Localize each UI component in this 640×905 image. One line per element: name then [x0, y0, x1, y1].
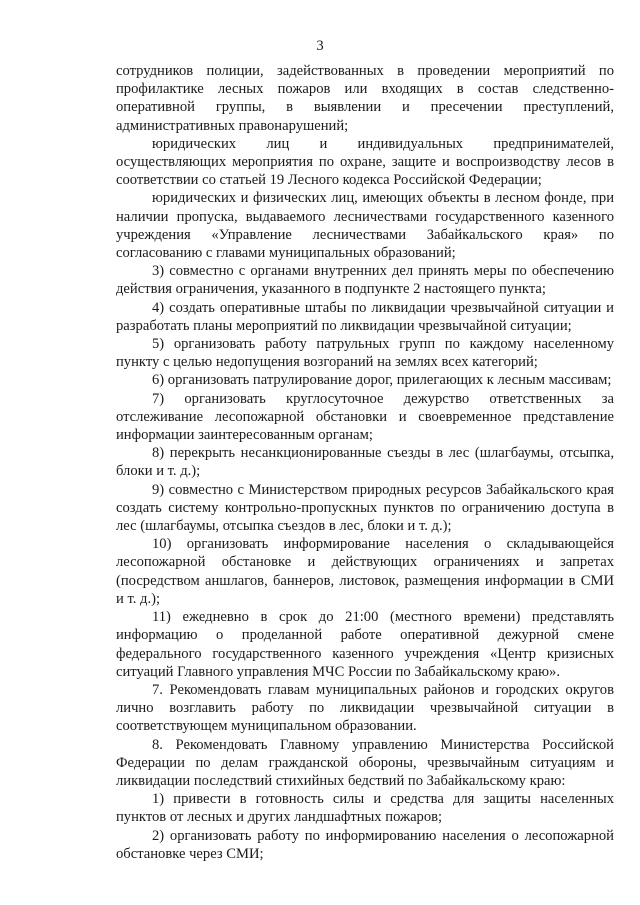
page-number: 3 [316, 38, 324, 54]
paragraph-item-9: 9) совместно с Министерством природных ресурсов Забайкальского края создать систему контрольно-пропускных пунктов по ограничению доступа в лес (шлагбаумы, отсыпка съездов в лес, блоки и т. д.); [116, 481, 614, 535]
paragraph-section-7: 7. Рекомендовать главам муниципальных районов и городских округов лично возглавить работу по ликвидации чрезвычайной ситуации в соответствующем муниципальном образовании. [116, 681, 614, 735]
paragraph-item-7: 7) организовать круглосуточное дежурство ответственных за отслеживание лесопожарной обстановки и своевременное представление информации заинтересованным органам; [116, 390, 614, 444]
paragraph-section-8: 8. Рекомендовать Главному управлению Министерства Российской Федерации по делам гражданской обороны, чрезвычайным ситуациям и ликвидации последствий стихийных бедствий по Забайкальскому краю: [116, 736, 614, 789]
paragraph-item-8: 8) перекрыть несанкционированные съезды в лес (шлагбаумы, отсыпка, блоки и т. д.); [116, 445, 614, 480]
paragraph-continuation: сотрудников полиции, задействованных в проведении мероприятий по профилактике лесных пожаров или входящих в состав следственно-оперативной группы, в выявлении и пресечении преступлений, административных правонарушений; [116, 63, 614, 134]
paragraph-item-4: 4) создать оперативные штабы по ликвидации чрезвычайной ситуации и разработать планы мероприятий по ликвидации чрезвычайной ситуации; [116, 299, 614, 334]
paragraph-item-6: 6) организовать патрулирование дорог, прилегающих к лесным массивам; [152, 372, 612, 389]
paragraph-section-8-item-2: 2) организовать работу по информированию населения о лесопожарной обстановке через СМИ; [116, 827, 614, 862]
document-body [116, 62, 614, 863]
paragraph-item-10: 10) организовать информирование населения о складывающейся лесопожарной обстановке и действующих ограничениях и запретах (посредством аншлагов, баннеров, листовок, размещения информации в СМИ и т. д.); [116, 536, 614, 607]
paragraph-item-11: 11) ежедневно в срок до 21:00 (местного времени) представлять информацию о проделанной работе оперативной дежурной смене федерального государственного казенного учреждения «Центр кризисных ситуаций Главного управления МЧС России по Забайкальскому краю». [116, 609, 614, 680]
paragraph-forest-objects: юридических и физических лиц, имеющих объекты в лесном фонде, при наличии пропуска, выдаваемого лесничествами государственного казенного учреждения «Управление лесничествами Забайкальского края» по согласованию с главами муниципальных образований; [116, 190, 614, 262]
paragraph-item-3: 3) совместно с органами внутренних дел принять меры по обеспечению действия ограничения, указанного в подпункте 2 настоящего пункта; [116, 263, 614, 298]
paragraph-item-5: 5) организовать работу патрульных групп по каждому населенному пункту с целью недопущения возгораний на землях всех категорий; [116, 336, 614, 371]
paragraph-legal-entities: юридических лиц и индивидуальных предпринимателей, осуществляющих мероприятия по охране, защите и воспроизводству лесов в соответствии со статьей 19 Лесного кодекса Российской Федерации; [116, 135, 614, 189]
paragraph-section-8-item-1: 1) привести в готовность силы и средства для защиты населенных пунктов от лесных и других ландшафтных пожаров; [116, 791, 614, 826]
